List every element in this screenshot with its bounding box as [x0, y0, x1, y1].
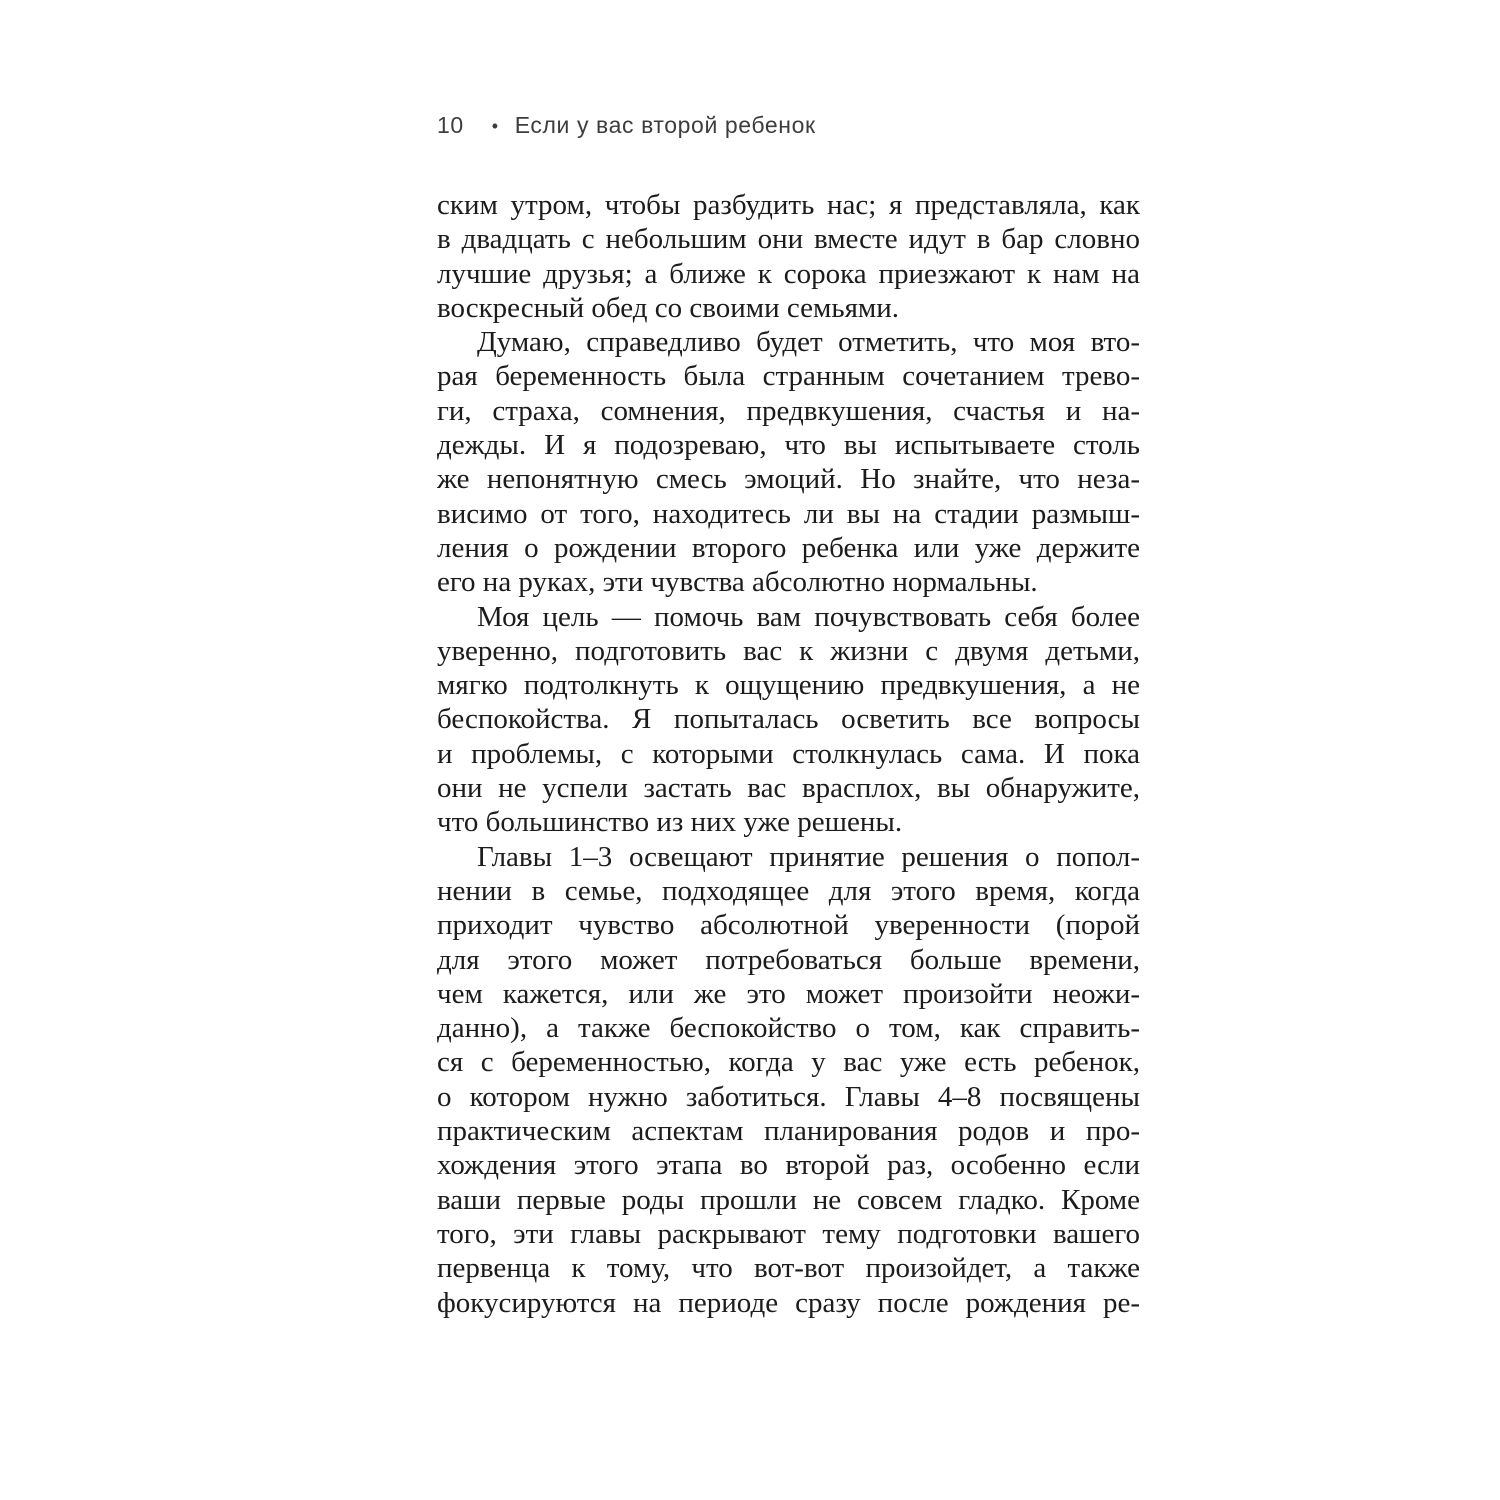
- text-line: и проблемы, с которыми столкнулась сама. И пока: [437, 737, 1140, 770]
- text-line: того, эти главы раскрывают тему подготовки вашего: [437, 1217, 1140, 1250]
- text-line: ваши первые роды прошли не совсем гладко. Кроме: [437, 1183, 1140, 1216]
- text-line: рая беременность была странным сочетанием трево-: [437, 360, 1140, 393]
- text-line: они не успели застать вас врасплох, вы обнаружите,: [437, 772, 1140, 805]
- text-line: беспокойства. Я попыталась осветить все вопросы: [437, 703, 1140, 736]
- page-header: [437, 112, 1142, 139]
- page-number: 10: [437, 112, 464, 138]
- text-line: его на руках, эти чувства абсолютно нормальны.: [437, 566, 1038, 599]
- text-line: лучшие друзья; а ближе к сорока приезжают к нам на: [437, 257, 1140, 290]
- text-line: же непонятную смесь эмоций. Но знайте, что неза-: [437, 463, 1140, 496]
- text-line: ления о рождении второго ребенка или уже держите: [437, 531, 1140, 564]
- text-line: приходит чувство абсолютной уверенности (порой: [437, 909, 1140, 942]
- paragraph: [437, 600, 1140, 840]
- text-line: в двадцать с небольшим они вместе идут в бар словно: [437, 223, 1140, 256]
- running-title: Если у вас второй ребенок: [514, 112, 816, 138]
- text-line: Моя цель — помочь вам почувствовать себя более: [477, 600, 1140, 633]
- paragraph: [437, 840, 1140, 1320]
- text-line: чем кажется, или же это может произойти неожи-: [437, 977, 1140, 1010]
- text-line: воскресный обед со своими семьями.: [437, 291, 900, 324]
- text-line: ским утром, чтобы разбудить нас; я представляла, как: [437, 189, 1140, 221]
- text-line: фокусируются на периоде сразу после рождения ре-: [437, 1286, 1140, 1319]
- paragraph: [437, 188, 1140, 325]
- text-line: хождения этого этапа во второй раз, особенно если: [437, 1149, 1140, 1182]
- text-line: о котором нужно заботиться. Главы 4–8 посвящены: [437, 1080, 1140, 1113]
- text-line: Думаю, справедливо будет отметить, что моя вто-: [477, 326, 1140, 359]
- text-line: висимо от того, находитесь ли вы на стадии размыш-: [437, 497, 1140, 530]
- text-line: нении в семье, подходящее для этого время, когда: [437, 874, 1140, 907]
- bullet-separator-icon: •: [491, 115, 499, 136]
- text-line: первенца к тому, что вот-вот произойдет, а также: [437, 1252, 1140, 1285]
- text-line: дежды. И я подозреваю, что вы испытываете столь: [437, 429, 1140, 462]
- text-line: данно), а также беспокойство о том, как справить-: [437, 1012, 1140, 1045]
- text-line: ги, страха, сомнения, предвкушения, счастья и на-: [437, 394, 1140, 427]
- body-text: [437, 188, 1140, 1320]
- text-line: для этого может потребоваться больше времени,: [437, 943, 1140, 976]
- text-line: уверенно, подготовить вас к жизни с двумя детьми,: [437, 634, 1140, 667]
- text-line: мягко подтолкнуть к ощущению предвкушения, а не: [437, 669, 1140, 702]
- text-line: ся с беременностью, когда у вас уже есть ребенок,: [437, 1046, 1140, 1079]
- paragraph: [437, 325, 1140, 599]
- text-line: Главы 1–3 освещают принятие решения о попол-: [477, 840, 1140, 873]
- text-line: что большинство из них уже решены.: [437, 806, 903, 839]
- text-line: практическим аспектам планирования родов и про-: [437, 1115, 1140, 1148]
